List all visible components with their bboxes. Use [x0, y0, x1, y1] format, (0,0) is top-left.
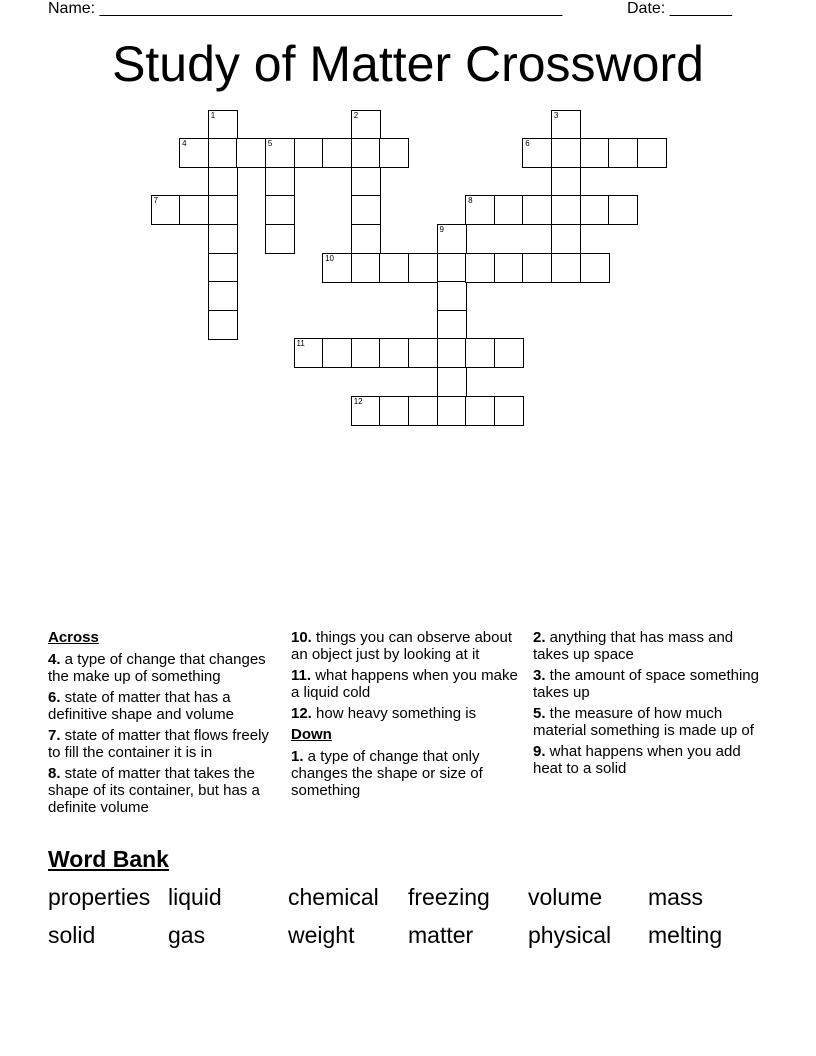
- cell-number: 2: [353, 110, 359, 120]
- crossword-cell[interactable]: [208, 253, 238, 283]
- crossword-cell[interactable]: [494, 338, 524, 368]
- crossword-cell[interactable]: [294, 138, 324, 168]
- down-heading: Down: [291, 726, 332, 743]
- crossword-cell[interactable]: [379, 138, 409, 168]
- crossword-cell[interactable]: [437, 367, 467, 397]
- cell-number: 5: [267, 139, 273, 149]
- clue-text: the amount of space something takes up: [533, 667, 759, 701]
- clue-item: [291, 667, 527, 701]
- clue-text: a type of change that only changes the shape or size of something: [291, 748, 483, 799]
- crossword-cell[interactable]: [351, 253, 381, 283]
- crossword-cell[interactable]: [437, 281, 467, 311]
- crossword-cell[interactable]: [494, 253, 524, 283]
- crossword-cell[interactable]: [494, 396, 524, 426]
- cell-number: 6: [525, 139, 530, 149]
- word-bank-word: liquid: [168, 884, 222, 910]
- cell-number: 10: [325, 253, 334, 263]
- crossword-cell[interactable]: [179, 138, 209, 168]
- word-bank-word: matter: [408, 922, 474, 948]
- word-bank-word: freezing: [408, 884, 490, 910]
- word-bank-word: chemical: [288, 884, 379, 910]
- crossword-cell[interactable]: [208, 138, 238, 168]
- crossword-cell[interactable]: [351, 110, 381, 140]
- clue-text: state of matter that flows freely to fill the container it is in: [48, 727, 269, 761]
- cell-number: 3: [553, 110, 559, 120]
- clue-number: 6.: [48, 689, 61, 706]
- word-bank-word: melting: [648, 922, 723, 948]
- clue-text: what happens when you add heat to a solid: [533, 743, 741, 777]
- crossword-cell[interactable]: [580, 253, 610, 283]
- crossword-cell[interactable]: [437, 396, 467, 426]
- crossword-cell[interactable]: [379, 338, 409, 368]
- crossword-cell[interactable]: [208, 310, 238, 340]
- clue-number: 11.: [291, 667, 312, 684]
- clue-number: 8.: [48, 765, 61, 782]
- clue-number: 1.: [291, 748, 304, 765]
- crossword-cell[interactable]: [522, 253, 552, 283]
- clue-item: [533, 629, 769, 663]
- crossword-cell[interactable]: [151, 195, 181, 225]
- crossword-cell[interactable]: [608, 195, 638, 225]
- clues-column-1: [48, 629, 284, 820]
- clues-column-3: [533, 629, 769, 781]
- clue-text: state of matter that takes the shape of its container, but has a definite volume: [48, 765, 260, 816]
- crossword-cell[interactable]: [265, 195, 295, 225]
- clue-text: how heavy something is: [311, 705, 477, 722]
- crossword-cell[interactable]: [437, 224, 467, 254]
- crossword-cell[interactable]: [522, 195, 552, 225]
- crossword-cell[interactable]: [265, 138, 295, 168]
- crossword-cell[interactable]: [608, 138, 638, 168]
- clue-number: 4.: [48, 651, 61, 668]
- clue-text: what happens when you make a liquid cold: [291, 667, 518, 701]
- clue-number: 7.: [48, 727, 61, 744]
- name-field-label: Name: ____________________________________________________: [48, 0, 563, 17]
- word-bank-word: physical: [528, 922, 612, 948]
- clue-item: [48, 651, 284, 685]
- clue-item: [533, 667, 769, 701]
- word-bank-title: Word Bank: [48, 846, 169, 872]
- clues-column-2: [291, 629, 527, 803]
- clue-item: [533, 743, 769, 777]
- crossword-cell[interactable]: [208, 224, 238, 254]
- crossword-cell[interactable]: [465, 338, 495, 368]
- clue-item: [48, 727, 284, 761]
- crossword-cell[interactable]: [208, 110, 238, 140]
- crossword-cell[interactable]: [437, 338, 467, 368]
- clue-number: 9.: [533, 743, 546, 760]
- crossword-cell[interactable]: [465, 195, 495, 225]
- clue-number: 12.: [291, 705, 312, 722]
- clue-item: [533, 705, 769, 739]
- crossword-cell[interactable]: [551, 167, 581, 197]
- clue-number: 2.: [533, 629, 546, 646]
- clue-item: [291, 748, 527, 799]
- word-bank-word: solid: [48, 922, 96, 948]
- crossword-cell[interactable]: [522, 138, 552, 168]
- crossword-cell[interactable]: [351, 138, 381, 168]
- clue-item: [291, 705, 527, 722]
- cell-number: 12: [353, 396, 363, 406]
- clue-item: [48, 765, 284, 816]
- crossword-cell[interactable]: [551, 138, 581, 168]
- crossword-cell[interactable]: [294, 338, 324, 368]
- page-title: Study of Matter Crossword: [112, 36, 704, 92]
- crossword-cell[interactable]: [265, 167, 295, 197]
- cell-number: 8: [468, 196, 473, 206]
- crossword-cell[interactable]: [551, 195, 581, 225]
- crossword-cell[interactable]: [580, 138, 610, 168]
- cell-number: 1: [210, 110, 216, 120]
- cell-number: 7: [153, 196, 158, 206]
- crossword-cell[interactable]: [351, 396, 381, 426]
- crossword-cell[interactable]: [465, 253, 495, 283]
- crossword-cell[interactable]: [351, 167, 381, 197]
- clue-number: 5.: [533, 705, 546, 722]
- crossword-cell[interactable]: [637, 138, 667, 168]
- cell-number: 11: [296, 339, 305, 349]
- crossword-cell[interactable]: [208, 281, 238, 311]
- crossword-cell[interactable]: [208, 195, 238, 225]
- clue-number: 10.: [291, 629, 312, 646]
- crossword-cell[interactable]: [351, 338, 381, 368]
- crossword-cell[interactable]: [379, 396, 409, 426]
- clue-text: anything that has mass and takes up space: [533, 629, 734, 663]
- word-bank-word: mass: [648, 884, 703, 910]
- cell-number: 9: [439, 224, 444, 234]
- crossword-cell[interactable]: [408, 253, 438, 283]
- crossword-cell[interactable]: [437, 310, 467, 340]
- crossword-cell[interactable]: [265, 224, 295, 254]
- crossword-cell[interactable]: [322, 338, 352, 368]
- cell-number: 4: [182, 139, 187, 149]
- crossword-cell[interactable]: [236, 138, 266, 168]
- clue-text: things you can observe about an object just by looking at it: [291, 629, 512, 663]
- crossword-cell[interactable]: [408, 338, 438, 368]
- word-bank-word: properties: [48, 884, 151, 910]
- word-bank-word: weight: [288, 922, 355, 948]
- crossword-cell[interactable]: [322, 138, 352, 168]
- clue-text: a type of change that changes the make up of something: [48, 651, 266, 685]
- crossword-cell[interactable]: [551, 110, 581, 140]
- clue-item: [291, 629, 527, 663]
- crossword-cell[interactable]: [208, 167, 238, 197]
- crossword-cell[interactable]: [465, 396, 495, 426]
- crossword-cell[interactable]: [351, 195, 381, 225]
- word-bank-word: gas: [168, 922, 206, 948]
- crossword-cell[interactable]: [551, 253, 581, 283]
- clue-text: the measure of how much material something is made up of: [533, 705, 754, 739]
- clue-item: [48, 689, 284, 723]
- crossword-cell[interactable]: [408, 396, 438, 426]
- clue-number: 3.: [533, 667, 546, 684]
- across-heading: Across: [48, 629, 99, 646]
- crossword-cell[interactable]: [551, 224, 581, 254]
- crossword-cell[interactable]: [580, 195, 610, 225]
- crossword-cell[interactable]: [379, 253, 409, 283]
- crossword-cell[interactable]: [351, 224, 381, 254]
- crossword-cell[interactable]: [179, 195, 209, 225]
- crossword-cell[interactable]: [437, 253, 467, 283]
- clue-text: state of matter that has a definitive shape and volume: [48, 689, 234, 723]
- date-field-label: Date: _______: [627, 0, 732, 17]
- word-bank-word: volume: [528, 884, 603, 910]
- crossword-cell[interactable]: [494, 195, 524, 225]
- crossword-cell[interactable]: [322, 253, 352, 283]
